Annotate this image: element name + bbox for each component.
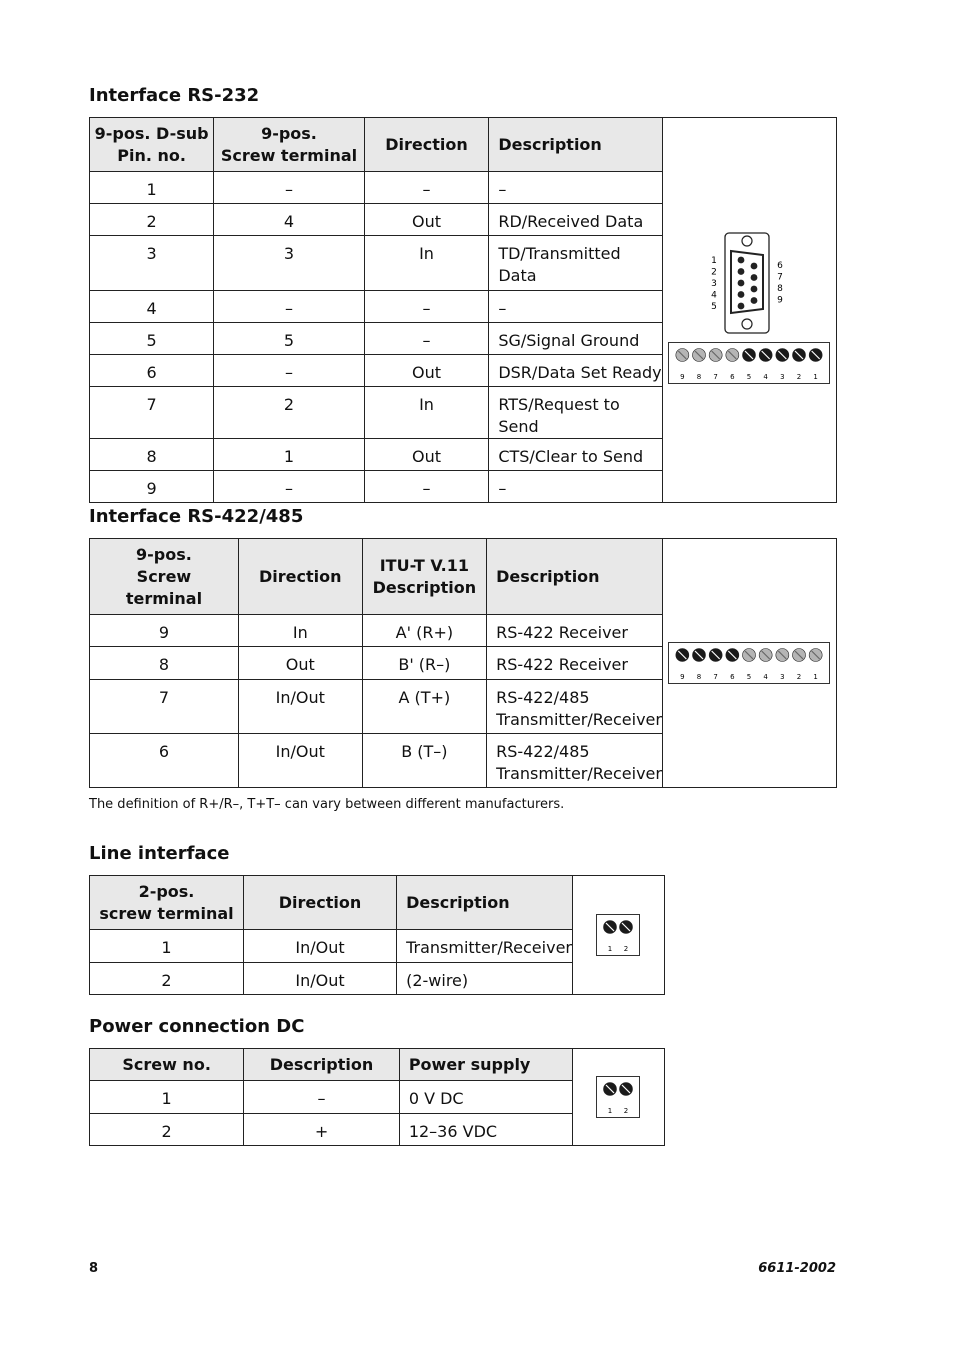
column-header: ITU-T V.11 Description [362, 539, 486, 615]
terminal-screw-5 [742, 649, 755, 662]
header-row [90, 1049, 665, 1081]
table-cell: + [244, 1113, 400, 1145]
column-header: 9-pos. Screw terminal [214, 118, 364, 172]
table-cell: – [214, 471, 364, 503]
table-cell: 2 [90, 1113, 244, 1145]
table-cell: Out [364, 355, 489, 387]
table-cell: RS-422/485 Transmitter/Receiver [487, 679, 663, 733]
terminal-number-5: 5 [746, 673, 752, 681]
dsub9-connector [725, 233, 769, 333]
terminal-number-8: 8 [696, 373, 702, 381]
rs422-screw-terminal [668, 642, 830, 684]
document-number: 6611-2002 [758, 1261, 836, 1276]
table-cell: 9 [90, 615, 239, 647]
terminal-number-6: 6 [730, 373, 735, 381]
terminal-screw-1 [603, 921, 616, 934]
table-cell: 7 [90, 679, 239, 733]
table-cell: – [214, 172, 364, 204]
line-heading: Line interface [89, 843, 230, 864]
terminal-number-1: 1 [813, 373, 818, 381]
power-screw-terminal [596, 1076, 640, 1118]
page-number: 8 [89, 1261, 99, 1276]
table-cell: Out [364, 439, 489, 471]
terminal-screw-2 [792, 649, 805, 662]
table-cell: 1 [214, 439, 364, 471]
table-cell: Transmitter/Receiver [397, 930, 573, 962]
line-body [90, 876, 665, 995]
terminal-number-2: 2 [623, 1107, 629, 1115]
rs232-table [89, 117, 837, 503]
rs422-connector-figure [662, 539, 836, 788]
terminal-screw-2 [792, 349, 805, 362]
terminal-screw-8 [692, 649, 705, 662]
column-header: Power supply [399, 1049, 572, 1081]
terminal-number-3: 3 [780, 673, 785, 681]
table-cell: 5 [90, 323, 214, 355]
rs232-screw-terminal [668, 342, 830, 384]
rs232-body [90, 118, 837, 503]
terminal-number-8: 8 [696, 673, 702, 681]
terminal-screw-8 [692, 349, 705, 362]
column-header: 9-pos. Screw terminal [90, 539, 239, 615]
table-cell: In/Out [243, 930, 396, 962]
table-cell: Out [238, 647, 362, 679]
table-cell: 4 [214, 204, 364, 236]
table-cell: 9 [90, 471, 214, 503]
dsub-pin-label: 6 [777, 261, 783, 271]
table-cell: 8 [90, 439, 214, 471]
table-cell: – [489, 172, 663, 204]
dsub-pin-label: 1 [711, 256, 717, 266]
rs422-heading: Interface RS-422/485 [89, 506, 304, 527]
table-cell: – [214, 291, 364, 323]
power-body [90, 1049, 665, 1146]
table-cell: 1 [90, 172, 214, 204]
table-cell: Out [364, 204, 489, 236]
terminal-screw-6 [726, 349, 739, 362]
table-cell: – [244, 1081, 400, 1113]
rs232-connector-figure [662, 118, 836, 503]
terminal-number-2: 2 [796, 673, 802, 681]
table-cell: – [364, 323, 489, 355]
power-connector-figure [572, 1049, 664, 1146]
terminal-number-2: 2 [623, 945, 629, 953]
dsub-pin-label: 9 [777, 295, 783, 306]
table-cell: 7 [90, 387, 214, 439]
terminal-screw-7 [709, 349, 722, 362]
table-cell: 2 [90, 962, 244, 994]
table-cell: RS-422 Receiver [487, 647, 663, 679]
dsub-pin-label: 5 [711, 302, 717, 312]
table-cell: 12–36 VDC [399, 1113, 572, 1145]
table-cell: – [364, 291, 489, 323]
table-cell: 8 [90, 647, 239, 679]
table-cell: 6 [90, 355, 214, 387]
terminal-screw-1 [809, 349, 822, 362]
table-cell: (2-wire) [397, 962, 573, 994]
table-cell: 6 [90, 733, 239, 787]
table-cell: In/Out [243, 962, 396, 994]
rs232-heading: Interface RS-232 [89, 85, 260, 106]
table-cell: In/Out [238, 679, 362, 733]
dsub-pin-label: 7 [777, 272, 783, 283]
terminal-number-1: 1 [607, 945, 613, 953]
terminal-number-3: 3 [780, 373, 785, 381]
table-cell: – [214, 355, 364, 387]
table-cell: 4 [90, 291, 214, 323]
terminal-number-5: 5 [746, 373, 752, 381]
table-cell: In [238, 615, 362, 647]
table-cell: 0 V DC [399, 1081, 572, 1113]
column-header: Direction [364, 118, 489, 172]
table-cell: 5 [214, 323, 364, 355]
terminal-screw-4 [759, 649, 772, 662]
terminal-screw-6 [726, 649, 739, 662]
header-row [90, 876, 665, 930]
terminal-number-9: 9 [680, 673, 685, 681]
table-cell: 2 [214, 387, 364, 439]
dsub-pin-label: 4 [711, 290, 717, 301]
table-cell: RD/Received Data [489, 204, 663, 236]
column-header: Description [244, 1049, 400, 1081]
table-cell: 3 [90, 236, 214, 291]
table-cell: – [364, 471, 489, 503]
table-cell: – [364, 172, 489, 204]
column-header: Description [489, 118, 663, 172]
column-header: Direction [243, 876, 396, 930]
line-table [89, 875, 665, 995]
table-cell: – [489, 471, 663, 503]
table-cell: RTS/Request to Send [489, 387, 663, 439]
column-header: Description [397, 876, 573, 930]
table-cell: DSR/Data Set Ready [489, 355, 663, 387]
terminal-screw-1 [809, 649, 822, 662]
table-cell: 2 [90, 204, 214, 236]
terminal-screw-7 [709, 649, 722, 662]
terminal-number-1: 1 [607, 1107, 613, 1115]
dsub-pin-label: 3 [711, 279, 717, 289]
table-cell: RS-422 Receiver [487, 615, 663, 647]
terminal-screw-1 [603, 1083, 616, 1096]
terminal-number-2: 2 [796, 373, 802, 381]
rs422-table [89, 538, 837, 788]
table-cell: – [489, 291, 663, 323]
terminal-screw-2 [619, 921, 632, 934]
table-cell: TD/Transmitted Data [489, 236, 663, 291]
column-header: 2-pos. screw terminal [90, 876, 244, 930]
table-cell: SG/Signal Ground [489, 323, 663, 355]
table-cell: CTS/Clear to Send [489, 439, 663, 471]
terminal-number-4: 4 [763, 373, 768, 381]
header-row [90, 118, 837, 172]
rs422-body [90, 539, 837, 788]
table-cell: In/Out [238, 733, 362, 787]
table-cell: A' (R+) [362, 615, 486, 647]
column-header: 9-pos. D-sub Pin. no. [90, 118, 214, 172]
terminal-screw-9 [676, 649, 689, 662]
column-header: Direction [238, 539, 362, 615]
power-heading: Power connection DC [89, 1016, 305, 1037]
terminal-number-9: 9 [680, 373, 685, 381]
terminal-screw-3 [776, 649, 789, 662]
terminal-number-7: 7 [713, 373, 718, 381]
terminal-screw-2 [619, 1083, 632, 1096]
column-header: Description [487, 539, 663, 615]
table-cell: 3 [214, 236, 364, 291]
header-row [90, 539, 837, 615]
table-cell: In [364, 387, 489, 439]
terminal-screw-3 [776, 349, 789, 362]
table-cell: RS-422/485 Transmitter/Receiver [487, 733, 663, 787]
terminal-screw-9 [676, 349, 689, 362]
table-cell: In [364, 236, 489, 291]
table-cell: B' (R–) [362, 647, 486, 679]
table-cell: 1 [90, 930, 244, 962]
line-connector-figure [572, 876, 664, 995]
table-cell: B (T–) [362, 733, 486, 787]
terminal-number-4: 4 [763, 673, 768, 681]
table-cell: A (T+) [362, 679, 486, 733]
terminal-number-7: 7 [713, 673, 718, 681]
footnote: The definition of R+/R–, T+T– can vary between different manufacturers. [89, 797, 565, 812]
table-cell: 1 [90, 1081, 244, 1113]
terminal-screw-5 [742, 349, 755, 362]
terminal-number-6: 6 [730, 673, 735, 681]
terminal-screw-4 [759, 349, 772, 362]
dsub-pin-label: 2 [711, 267, 717, 278]
line-screw-terminal [596, 914, 640, 956]
power-table [89, 1048, 665, 1146]
dsub-pin-label: 8 [777, 284, 783, 294]
column-header: Screw no. [90, 1049, 244, 1081]
terminal-number-1: 1 [813, 673, 818, 681]
